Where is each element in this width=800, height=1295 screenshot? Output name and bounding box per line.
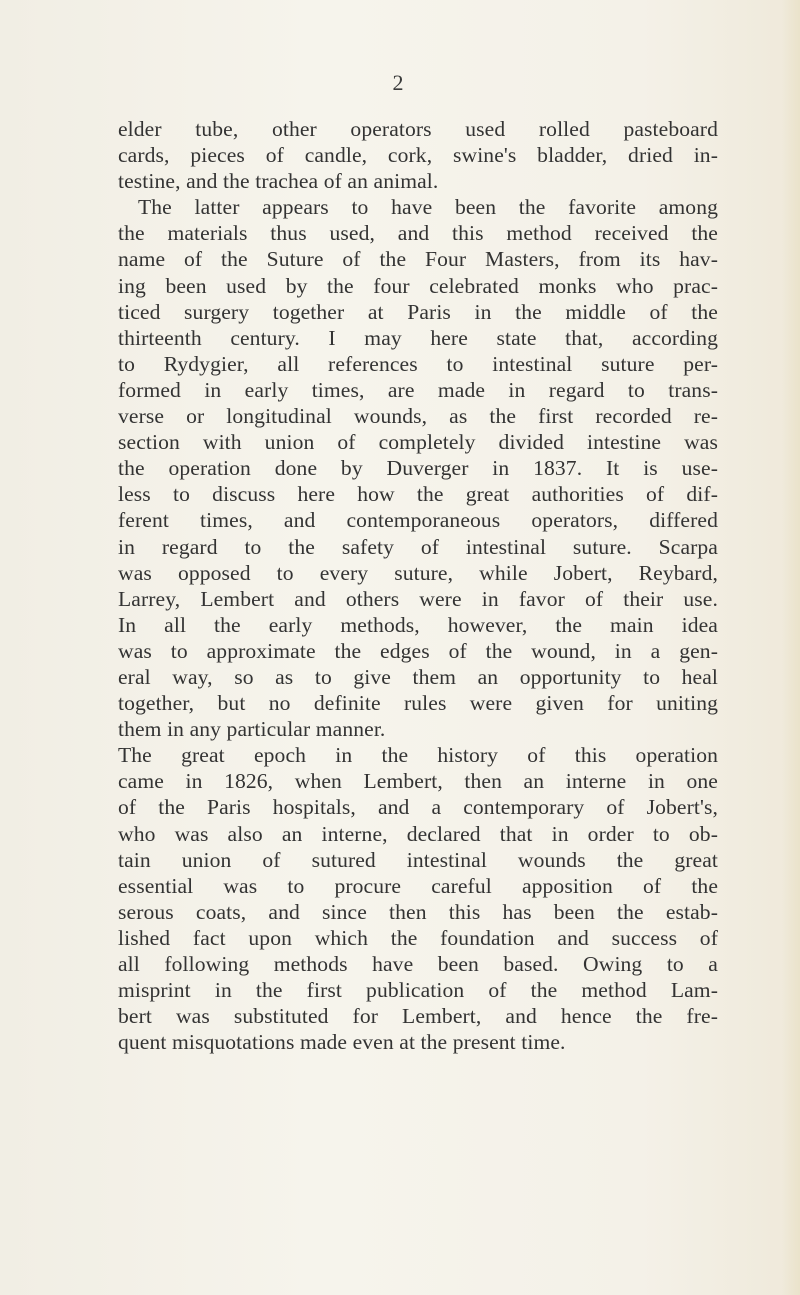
page-number: 2	[392, 70, 404, 95]
text-line: section with union of completely divided intestine was	[118, 430, 718, 455]
text-line: cards, pieces of candle, cork, swine's bladder, dried in-	[118, 143, 718, 168]
text-line: the operation done by Duverger in 1837. It is use-	[118, 456, 718, 481]
text-line: thirteenth century. I may here state that, according	[118, 325, 718, 350]
text-line: misprint in the first publication of the method Lam-	[118, 978, 718, 1003]
text-line: formed in early times, are made in regard to trans-	[118, 377, 718, 402]
text-line: ferent times, and contemporaneous operators, differed	[118, 508, 718, 533]
text-line: who was also an interne, declared that in order to ob-	[118, 821, 718, 846]
text-line: name of the Suture of the Four Masters, from its hav-	[118, 247, 718, 272]
text-line: quent misquotations made even at the present time.	[118, 1030, 566, 1055]
text-line: In all the early methods, however, the main idea	[118, 612, 718, 637]
text-line: ticed surgery together at Paris in the middle of the	[118, 299, 718, 324]
text-line: tain union of sutured intestinal wounds the great	[118, 847, 718, 872]
text-line: was to approximate the edges of the wound, in a gen-	[118, 638, 718, 663]
text-line: of the Paris hospitals, and a contemporary of Jobert's,	[118, 795, 718, 820]
text-line: essential was to procure careful apposition of the	[118, 873, 718, 898]
text-line: them in any particular manner.	[118, 717, 386, 742]
text-line: testine, and the trachea of an animal.	[118, 169, 439, 194]
body-text	[118, 116, 718, 1055]
text-line: eral way, so as to give them an opportunity to heal	[118, 664, 718, 689]
text-line: serous coats, and since then this has been the estab-	[118, 899, 718, 924]
text-line: was opposed to every suture, while Jobert, Reybard,	[118, 560, 718, 585]
text-line: lished fact upon which the foundation and success of	[118, 925, 718, 950]
text-line: The great epoch in the history of this operation	[118, 743, 718, 768]
text-line: elder tube, other operators used rolled pasteboard	[118, 117, 718, 141]
text-line: to Rydygier, all references to intestinal suture per-	[118, 351, 718, 376]
text-line: came in 1826, when Lembert, then an interne in one	[118, 769, 718, 794]
text-line: bert was substituted for Lembert, and hence the fre-	[118, 1004, 718, 1029]
text-line: Larrey, Lembert and others were in favor of their use.	[118, 586, 718, 611]
text-line: ing been used by the four celebrated monks who prac-	[118, 273, 718, 298]
text-line: The latter appears to have been the favorite among	[138, 195, 718, 220]
text-line: together, but no definite rules were given for uniting	[118, 691, 718, 716]
text-line: in regard to the safety of intestinal suture. Scarpa	[118, 534, 718, 559]
text-line: verse or longitudinal wounds, as the first recorded re-	[118, 404, 718, 429]
page-edge-shading	[782, 0, 800, 1295]
text-line: less to discuss here how the great authorities of dif-	[118, 482, 718, 507]
text-line: all following methods have been based. Owing to a	[118, 952, 718, 976]
text-line: the materials thus used, and this method received the	[118, 221, 718, 246]
